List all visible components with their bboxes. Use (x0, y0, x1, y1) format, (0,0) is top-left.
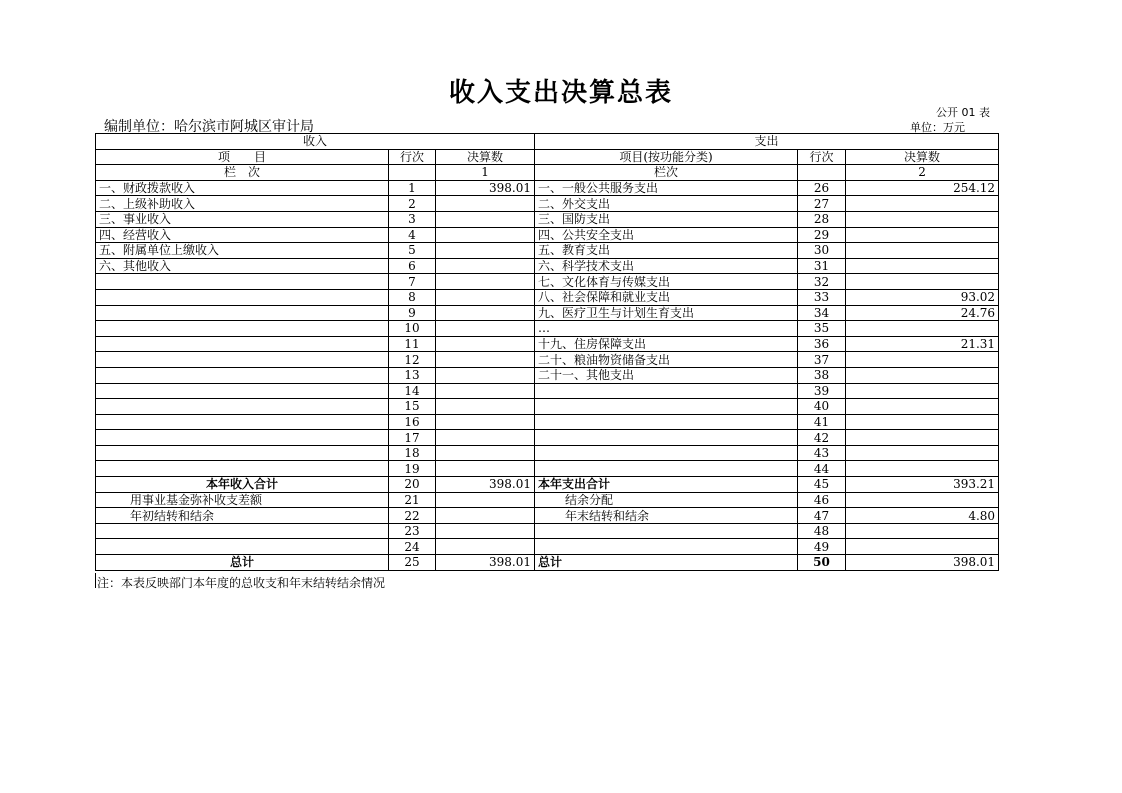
expense-item: 五、教育支出 (535, 243, 798, 259)
expense-amount (846, 383, 999, 399)
income-item (96, 445, 389, 461)
income-amount (436, 274, 535, 290)
income-amount (436, 258, 535, 274)
header-row-2 (96, 149, 999, 165)
total-row (96, 477, 999, 493)
income-grand-total-amount: 398.01 (436, 555, 535, 571)
income-amount (436, 383, 535, 399)
expense-row-no: 46 (798, 492, 846, 508)
income-item: 四、经营收入 (96, 227, 389, 243)
income-amount (436, 445, 535, 461)
income-lanci: 栏 次 (96, 165, 389, 181)
income-item (96, 336, 389, 352)
table-row (96, 508, 999, 524)
expense-amount: 254.12 (846, 180, 999, 196)
expense-grand-total-amount: 398.01 (846, 555, 999, 571)
page-title: 收入支出决算总表 (448, 78, 673, 108)
expense-item: 一、一般公共服务支出 (535, 180, 798, 196)
expense-item: 三、国防支出 (535, 211, 798, 227)
unit-label: 单位：万元 (910, 121, 965, 134)
expense-item: 四、公共安全支出 (535, 227, 798, 243)
expense-row-no: 33 (798, 289, 846, 305)
expense-amount (846, 243, 999, 259)
expense-row-no: 27 (798, 196, 846, 212)
expense-item: 八、社会保障和就业支出 (535, 289, 798, 305)
income-amount (436, 523, 535, 539)
expense-row-no: 28 (798, 211, 846, 227)
expense-amount (846, 196, 999, 212)
expense-item (535, 383, 798, 399)
income-amount (436, 430, 535, 446)
income-row-no: 22 (389, 508, 436, 524)
expense-row-no: 41 (798, 414, 846, 430)
header-row-1 (96, 134, 999, 150)
income-rowno-header: 行次 (389, 149, 436, 165)
expense-row-no: 37 (798, 352, 846, 368)
income-grand-total-label: 总计 (96, 555, 389, 571)
income-row-no: 10 (389, 321, 436, 337)
expense-item (535, 445, 798, 461)
expense-amount (846, 399, 999, 415)
expense-row-no: 48 (798, 523, 846, 539)
expense-item: 九、医疗卫生与计划生育支出 (535, 305, 798, 321)
income-amount (436, 461, 535, 477)
table-row (96, 383, 999, 399)
expense-row-no: 29 (798, 227, 846, 243)
table-row (96, 336, 999, 352)
income-item (96, 274, 389, 290)
expense-rowno-header: 行次 (798, 149, 846, 165)
table-row (96, 492, 999, 508)
income-amount (436, 508, 535, 524)
expense-amount (846, 227, 999, 243)
income-grand-total-row-no: 25 (389, 555, 436, 571)
income-amount (436, 289, 535, 305)
expense-row-no: 40 (798, 399, 846, 415)
expense-item: 年末结转和结余 (535, 508, 798, 524)
table-row (96, 414, 999, 430)
expense-grand-total-row-no: 50 (798, 555, 846, 571)
income-item: 年初结转和结余 (96, 508, 389, 524)
income-item (96, 305, 389, 321)
income-row-no: 13 (389, 367, 436, 383)
income-row-no: 11 (389, 336, 436, 352)
income-amount-header: 决算数 (436, 149, 535, 165)
table-row (96, 180, 999, 196)
income-amount (436, 305, 535, 321)
expense-amount: 4.80 (846, 508, 999, 524)
income-item (96, 352, 389, 368)
income-item (96, 289, 389, 305)
income-row-no: 19 (389, 461, 436, 477)
expense-item: 六、科学技术支出 (535, 258, 798, 274)
income-item: 六、其他收入 (96, 258, 389, 274)
note-border (95, 573, 96, 588)
income-item-header: 项 目 (96, 149, 389, 165)
income-item (96, 321, 389, 337)
income-row-no: 8 (389, 289, 436, 305)
expense-item (535, 461, 798, 477)
income-amount (436, 243, 535, 259)
expense-amount (846, 492, 999, 508)
expense-item: 结余分配 (535, 492, 798, 508)
expense-row-no: 38 (798, 367, 846, 383)
income-item (96, 383, 389, 399)
income-item (96, 461, 389, 477)
income-item: 一、财政拨款收入 (96, 180, 389, 196)
expense-row-no: 44 (798, 461, 846, 477)
expense-item (535, 539, 798, 555)
expense-total-amount: 393.21 (846, 477, 999, 493)
income-amount (436, 539, 535, 555)
income-item (96, 414, 389, 430)
table-row (96, 352, 999, 368)
table-row (96, 367, 999, 383)
income-total-label: 本年收入合计 (96, 477, 389, 493)
expense-row-no: 49 (798, 539, 846, 555)
expense-amount (846, 445, 999, 461)
income-amount (436, 492, 535, 508)
income-row-no: 24 (389, 539, 436, 555)
table-row (96, 243, 999, 259)
income-item (96, 539, 389, 555)
expense-total-row-no: 45 (798, 477, 846, 493)
grand-total-row (96, 555, 999, 571)
expense-item (535, 430, 798, 446)
income-amount (436, 227, 535, 243)
income-row-no: 4 (389, 227, 436, 243)
expense-item (535, 414, 798, 430)
income-item: 二、上级补助收入 (96, 196, 389, 212)
expense-amount: 21.31 (846, 336, 999, 352)
expense-row-no: 34 (798, 305, 846, 321)
expense-item: … (535, 321, 798, 337)
expense-amount (846, 430, 999, 446)
expense-amount (846, 211, 999, 227)
table-row (96, 321, 999, 337)
expense-amount (846, 539, 999, 555)
income-row-no: 9 (389, 305, 436, 321)
income-amount (436, 336, 535, 352)
income-item: 五、附属单位上缴收入 (96, 243, 389, 259)
expense-grand-total-label: 总计 (535, 555, 798, 571)
expense-amount (846, 352, 999, 368)
expense-amount (846, 414, 999, 430)
income-amount (436, 321, 535, 337)
income-row-no: 16 (389, 414, 436, 430)
table-row (96, 523, 999, 539)
form-number: 公开 01 表 (936, 106, 990, 119)
expense-amount (846, 461, 999, 477)
income-item (96, 430, 389, 446)
income-row-no: 1 (389, 180, 436, 196)
expense-lanci: 栏次 (535, 165, 798, 181)
income-header: 收入 (96, 134, 535, 150)
income-row-no: 3 (389, 211, 436, 227)
income-item: 三、事业收入 (96, 211, 389, 227)
expense-lanci-blank (798, 165, 846, 181)
expense-row-no: 39 (798, 383, 846, 399)
income-amount (436, 399, 535, 415)
income-row-no: 21 (389, 492, 436, 508)
table-row (96, 289, 999, 305)
expense-item: 七、文化体育与传媒支出 (535, 274, 798, 290)
income-total-row-no: 20 (389, 477, 436, 493)
table-row (96, 211, 999, 227)
expense-row-no: 36 (798, 336, 846, 352)
expense-row-no: 47 (798, 508, 846, 524)
table-row (96, 258, 999, 274)
expense-amount (846, 258, 999, 274)
income-item (96, 367, 389, 383)
expense-amount (846, 274, 999, 290)
income-item (96, 523, 389, 539)
expense-total-label: 本年支出合计 (535, 477, 798, 493)
income-lanci-blank (389, 165, 436, 181)
table-row (96, 461, 999, 477)
expense-amount: 93.02 (846, 289, 999, 305)
expense-row-no: 43 (798, 445, 846, 461)
income-amount: 398.01 (436, 180, 535, 196)
expense-header: 支出 (535, 134, 999, 150)
expense-amount (846, 367, 999, 383)
income-amount (436, 211, 535, 227)
expense-amount (846, 321, 999, 337)
income-amount (436, 196, 535, 212)
income-item: 用事业基金弥补收支差额 (96, 492, 389, 508)
header-row-3 (96, 165, 999, 181)
table-row (96, 227, 999, 243)
income-row-no: 18 (389, 445, 436, 461)
income-amount (436, 367, 535, 383)
expense-row-no: 26 (798, 180, 846, 196)
table-row (96, 305, 999, 321)
table-row (96, 539, 999, 555)
expense-item: 十九、住房保障支出 (535, 336, 798, 352)
col1-label: 1 (436, 165, 535, 181)
income-row-no: 15 (389, 399, 436, 415)
income-row-no: 17 (389, 430, 436, 446)
expense-row-no: 30 (798, 243, 846, 259)
income-amount (436, 414, 535, 430)
table-row (96, 274, 999, 290)
table-row (96, 399, 999, 415)
expense-amount-header: 决算数 (846, 149, 999, 165)
expense-amount: 24.76 (846, 305, 999, 321)
expense-item (535, 523, 798, 539)
expense-row-no: 42 (798, 430, 846, 446)
expense-item: 二十一、其他支出 (535, 367, 798, 383)
expense-item-header: 项目(按功能分类) (535, 149, 798, 165)
income-row-no: 14 (389, 383, 436, 399)
income-row-no: 5 (389, 243, 436, 259)
organization: 编制单位：哈尔滨市阿城区审计局 (104, 119, 314, 135)
income-row-no: 6 (389, 258, 436, 274)
expense-item: 二、外交支出 (535, 196, 798, 212)
col2-label: 2 (846, 165, 999, 181)
income-row-no: 12 (389, 352, 436, 368)
expense-row-no: 35 (798, 321, 846, 337)
expense-row-no: 31 (798, 258, 846, 274)
table-row (96, 445, 999, 461)
income-total-amount: 398.01 (436, 477, 535, 493)
income-item (96, 399, 389, 415)
table-row (96, 196, 999, 212)
footnote: 注：本表反映部门本年度的总收支和年末结转结余情况 (97, 576, 386, 590)
expense-item (535, 399, 798, 415)
income-row-no: 23 (389, 523, 436, 539)
expense-amount (846, 523, 999, 539)
summary-table (95, 133, 999, 571)
expense-row-no: 32 (798, 274, 846, 290)
income-amount (436, 352, 535, 368)
income-row-no: 7 (389, 274, 436, 290)
income-row-no: 2 (389, 196, 436, 212)
expense-item: 二十、粮油物资储备支出 (535, 352, 798, 368)
table-row (96, 430, 999, 446)
